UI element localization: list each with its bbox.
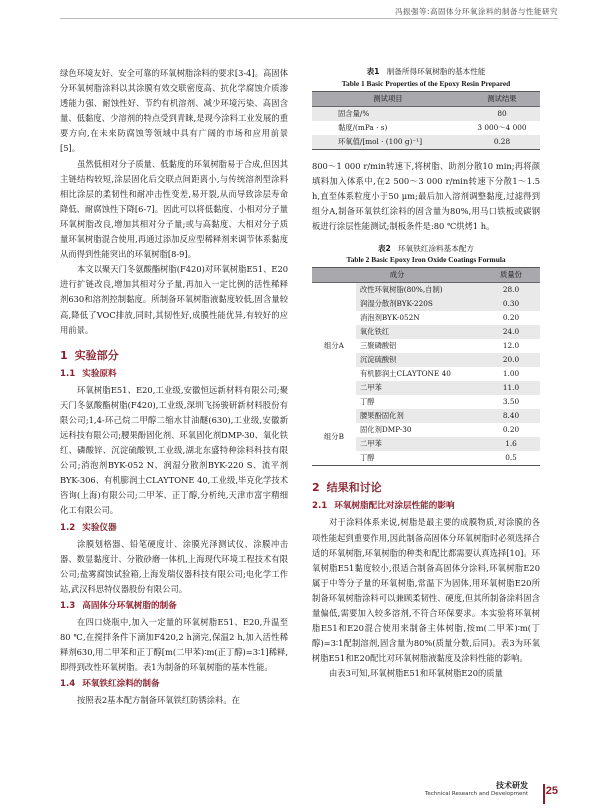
header-rule (60, 18, 558, 19)
intro-paragraph-2: 虽然低相对分子质量、低黏度的环氧树脂易于合成,但因其主链结构较短,涂层固化后交联点间距离小,与传统溶剂型涂料相比涂层的柔韧性和耐冲击性变差,易开裂,从而导致涂层寿命降低、耐腐蚀性下降[6-7]。因此可以将低黏度、小相对分子量环氧树脂改良,增加其相对分子量;或与高黏度、大相对分子质量环氧树脂混合使用,再通过添加反应型稀释剂来调节体系黏度从而得到性能突出的环氧树脂[8-9]。 (60, 158, 288, 260)
right-column (312, 66, 540, 682)
table-2-caption: 表2 环氧铁红涂料基本配方 (377, 243, 475, 253)
subsection-heading-ratio: 2.1 环氧树脂配比对涂层性能的影响 (312, 501, 455, 512)
footer-section-cn: 技术研发 (496, 781, 528, 790)
group-a-label: 组分A (312, 283, 356, 410)
intro-paragraph-3: 本文以聚天门冬氨酸酯树脂(F420)对环氧树脂E51、E20进行扩链改良,增加其相对分子量,再加入一定比例的活性稀释剂630和溶剂控制黏度。所制备环氧树脂液黏度较低,固含量较高,降低了VOC排放,同时,其韧性好,成膜性能优异,有较好的应用前景。 (60, 264, 288, 335)
table-row: 二甲苯 1.6 (312, 437, 540, 451)
table-row: 固含量/% 80 (312, 106, 540, 121)
table-2-header-component: 成分 (312, 268, 482, 283)
table-1-caption-en: Table 1 Basic Properties of the Epoxy Resin Prepared (341, 78, 511, 88)
subsection-heading-materials: 1.1 实验原料 (60, 368, 117, 379)
table-row: 有机膨润土CLAYTONE 40 1.00 (312, 367, 540, 381)
group-b-label: 组分B (312, 409, 356, 466)
table-row: 二甲苯 11.0 (312, 381, 540, 395)
subsection-heading-instruments: 1.2 实验仪器 (60, 522, 117, 533)
table-row: 组分B 腰果酚固化剂 8.40 (312, 409, 540, 423)
coating-prep-paragraph: 按照表2基本配方制备环氧铁红防锈涂料。在 (77, 695, 240, 706)
page-number: 25 (545, 785, 558, 797)
table-row: 丁醇 0.5 (312, 451, 540, 466)
footer-section-en: Technical Research and Development (424, 791, 528, 797)
table-1-caption: 表1 制备所得环氧树脂的基本性能 (366, 67, 486, 76)
intro-paragraph-1: 绿色环境友好、安全可靠的环氧树脂涂料的要求[3-4]。高固体分环氧树脂涂料以其涂膜有效交联密度高、抗化学腐蚀介质渗透能力强、耐蚀性好、节约有机溶剂、减少环境污染、高固含量、低黏度、少溶剂的特点受到青睐,是现今涂料工业发展的重要方向,在未来防腐蚀等领域中具有广阔的市场和应用前景[5]。 (60, 68, 288, 154)
footer-journal-section (425, 780, 528, 797)
table-1-block (312, 66, 540, 150)
table-row: 黏度/(mPa · s) 3 000～4 000 (312, 121, 540, 135)
table-row: 丁醇 3.50 (312, 395, 540, 409)
section-heading-results: 2 结果和讨论 (312, 481, 382, 495)
subsection-heading-coating-prep: 1.4 环氧铁红涂料的制备 (60, 679, 160, 690)
footer-accent-bar (543, 784, 546, 804)
table-1-header-item: 测试项目 (312, 91, 464, 106)
table-row: 三聚磷酸铝 12.0 (312, 339, 540, 353)
left-column (60, 66, 288, 708)
table-2 (312, 267, 540, 466)
section-heading-experimental: 1 实验部分 (60, 348, 119, 362)
table-2-block (312, 243, 540, 467)
table-row: 消泡剂BYK-052N 0.20 (312, 311, 540, 325)
dispersion-paragraph: 800～1 000 r/min转速下,将树脂、助剂分散10 min;再将颜填料加入体系中,在2 500～3 000 r/min转速下分散1～1.5 h,直至体系粒度小于50 μm;最后加入溶剂调整黏度,过滤得到组分A,制备环氧铁红涂料的固含量为80%,用马口铁板或碳钢板进行涂层性能测试;制板条件是:80 ℃烘烤1 h。 (312, 160, 540, 231)
table-row: 环氧值/[mol · (100 g)⁻¹] 0.28 (312, 135, 540, 150)
table-row: 润湿分散剂BYK-220S 0.30 (312, 297, 540, 311)
table-row: 固化剂DMP-30 0.20 (312, 423, 540, 437)
table-row: 沉淀硫酸钡 20.0 (312, 353, 540, 367)
instruments-paragraph: 涂膜划格器、铅笔硬度计、涂膜光泽测试仪、涂膜冲击器、数显黏度计、分散砂磨一体机,上海现代环境工程技术有限公司;盐雾腐蚀试验箱,上海发瑞仪器科技有限公司;电化学工作站,武汉科思特仪器股份有限公司。 (60, 538, 288, 594)
table-row: 组分A 改性环氧树脂(80%,自制) 28.0 (312, 283, 540, 298)
materials-paragraph: 环氧树脂E51、E20,工业级,安徽恒远新材料有限公司;聚天门冬氨酸酯树脂(F420),工业级,深圳飞扬骏研新材料股份有限公司;1,4-环己烷二甲醇二缩水甘油醚(630),工业级,安徽新远科技有限公司;腰果酚固化剂、环氧固化剂DMP-30、氧化铁红、磷酸锌、沉淀硫酸钡,工业级,湖北东盛特种涂料科技有限公司;消泡剂BYK-052 N、润湿分散剂BYK-220 S、流平剂BYK-306、有机膨润土CLAYTONE 40,工业级,毕克化学技术咨询(上海)有限公司;二甲苯、正丁醇,分析纯,天津市富宇精细化工有限公司。 (60, 384, 288, 516)
ratio-paragraph: 对于涂料体系来说,树脂是最主要的成膜物质,对涂膜的各项性能起到重要作用,因此制备高固体分环氧树脂时必须选择合适的环氧树脂,环氧树脂的种类和配比都需要认真选择[10]。环氧树脂E51黏度较小,很适合制备高固体分涂料,环氧树脂E20属于中等分子量的环氧树脂,常温下为固体,用环氧树脂E20所制备环氧树脂涂料可以兼顾柔韧性、硬度,但其所制备涂料固含量偏低,需要加入较多溶剂,不符合环保要求。本实验将环氧树脂E51和E20混合使用来制备主体树脂,按m(二甲苯)∶m(丁醇)=3∶1配制溶剂,固含量为80%(质量分数,后同)。表3为环氧树脂E51和E20配比对环氧树脂液黏度及涂料性能的影响。 (312, 517, 540, 664)
table-1-header-result: 测试结果 (464, 91, 540, 106)
resin-prep-paragraph: 在四口烧瓶中,加入一定量的环氧树脂E51、E20,升温至80 ℃,在搅拌条件下滴加F420,2 h滴完,保温2 h,加入活性稀释剂630,用二甲苯和正丁醇[m(二甲苯)∶m(正丁醇)=3∶1]稀释,即得到改性环氧树脂。表1为制备的环氧树脂的基本性能。 (60, 616, 288, 673)
table-2-header-mass: 质量份 (482, 268, 540, 283)
table-row: 氧化铁红 24.0 (312, 325, 540, 339)
running-head: 冯振强等:高固体分环氧涂料的制备与性能研究 (394, 7, 558, 16)
table-2-caption-en: Table 2 Basic Epoxy Iron Oxide Coatings Formula (346, 255, 506, 265)
subsection-heading-resin-prep: 1.3 高固体分环氧树脂的制备 (60, 600, 177, 611)
table-1 (312, 91, 540, 150)
table3-intro-paragraph: 由表3可知,环氧树脂E51和环氧树脂E20的质量 (329, 668, 503, 679)
